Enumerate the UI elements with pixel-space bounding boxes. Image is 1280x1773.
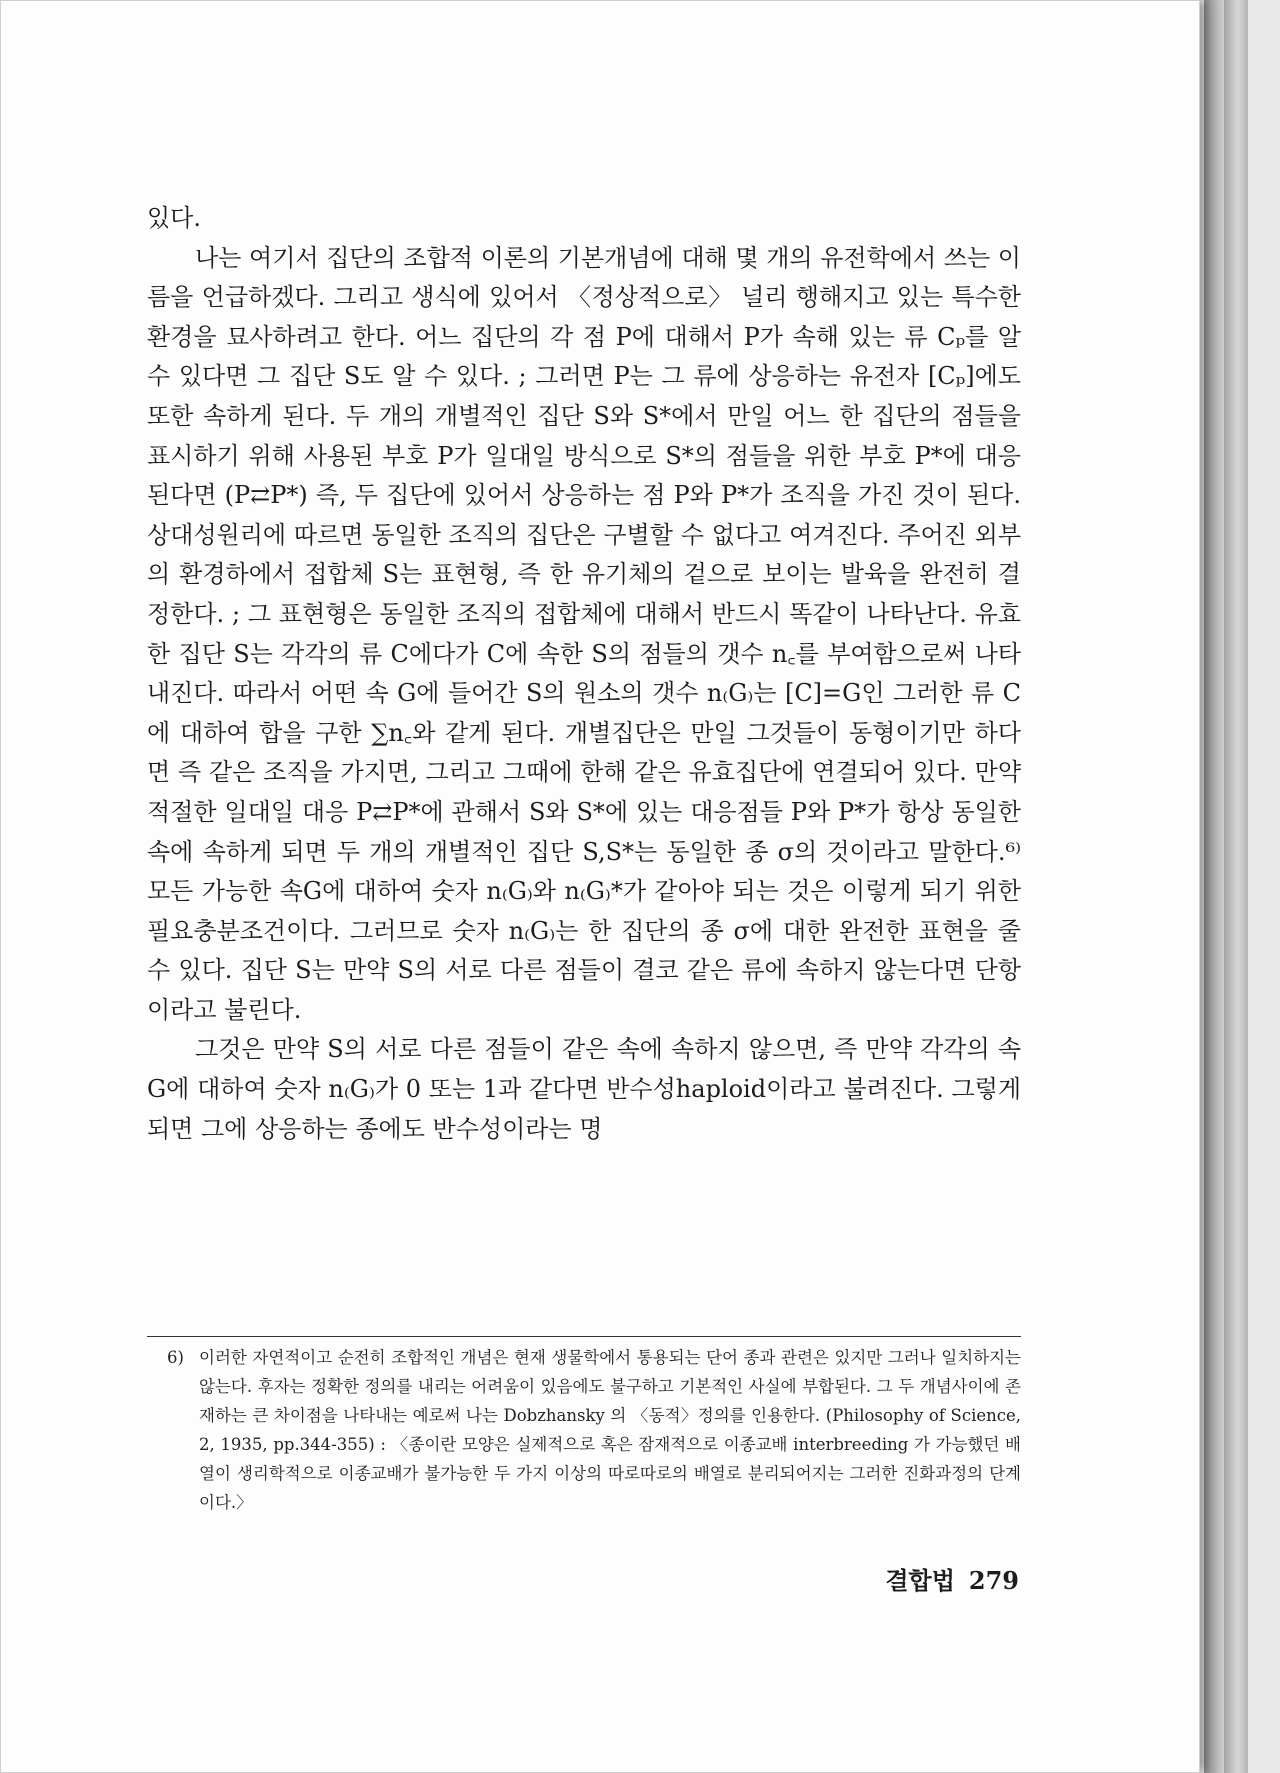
footer-title: 결합법 — [885, 1566, 955, 1595]
page-stack-edge-inner — [1204, 0, 1224, 1773]
footnote-number: 6) — [167, 1348, 184, 1367]
page-stack-edge — [1222, 0, 1248, 1773]
body-text — [147, 199, 1021, 1149]
page-number: 279 — [968, 1566, 1019, 1595]
paragraph-haploid: 그것은 만약 S의 서로 다른 점들이 같은 속에 속하지 않으면, 즉 만약 각각의 속 G에 대하여 숫자 n₍G₎가 0 또는 1과 같다면 반수성haploid이라고 불려진다. 그렇게 되면 그에 상응하는 종에도 반수성이라는 명 — [147, 1035, 1021, 1143]
footnote-text: 이러한 자연적이고 순전히 조합적인 개념은 현재 생물학에서 통용되는 단어 종과 관련은 있지만 그러나 일치하지는 않는다. 후자는 정확한 정의를 내리는 어려움이 있음에도 불구하고 기본적인 사실에 부합된다. 그 두 개념사이에 존재하는 큰 차이점을 나타내는 예로써 나는 Dobzhansky 의 〈동적〉정의를 인용한다. (Philosophy of Science, 2, 1935, pp.344-355) : 〈종이란 모양은 실제적으로 혹은 잠재적으로 이종교배 interbreeding 가 가능했던 배열이 생리학적으로 이종교배가 불가능한 두 가지 이상의 따로따로의 배열로 분리되어지는 그러한 진화과정의 단계이다.〉 — [199, 1348, 1021, 1512]
paragraph-main: 나는 여기서 집단의 조합적 이론의 기본개념에 대해 몇 개의 유전학에서 쓰는 이름을 언급하겠다. 그리고 생식에 있어서 〈정상적으로〉 널리 행해지고 있는 특수한 환경을 묘사하려고 한다. 어느 집단의 각 점 P에 대해서 P가 속해 있는 류 Cₚ를 알 수 있다면 그 집단 S도 알 수 있다. ; 그러면 P는 그 류에 상응하는 유전자 [Cₚ]에도 또한 속하게 된다. 두 개의 개별적인 집단 S와 S*에서 만일 어느 한 집단의 점들을 표시하기 위해 사용된 부호 P가 일대일 방식으로 S*의 점들을 위한 부호 P*에 대응된다면 (P⇄P*) 즉, 두 집단에 있어서 상응하는 점 P와 P*가 조직을 가진 것이 된다. 상대성원리에 따르면 동일한 조직의 집단은 구별할 수 없다고 여겨진다. 주어진 외부의 환경하에서 접합체 S는 표현형, 즉 한 유기체의 겉으로 보이는 발육을 완전히 결정한다. ; 그 표현형은 동일한 조직의 접합체에 대해서 반드시 똑같이 나타난다. 유효한 집단 S는 각각의 류 C에다가 C에 속한 S의 점들의 갯수 n꜀를 부여함으로써 나타내진다. 따라서 어떤 속 G에 들어간 S의 원소의 갯수 n₍G₎는 [C]=G인 그러한 류 C에 대하여 합을 구한 ∑n꜀와 같게 된다. 개별집단은 만일 그것들이 동형이기만 하다면 즉 같은 조직을 가지면, 그리고 그때에 한해 같은 유효집단에 연결되어 있다. 만약 적절한 일대일 대응 P⇄P*에 관해서 S와 S*에 있는 대응점들 P와 P*가 항상 동일한 속에 속하게 되면 두 개의 개별적인 집단 S,S*는 동일한 종 σ의 것이라고 말한다.⁶⁾ 모든 가능한 속G에 대하여 숫자 n₍G₎와 n₍G₎*가 같아야 되는 것은 이렇게 되기 위한 필요충분조건이다. 그러므로 숫자 n₍G₎는 한 집단의 종 σ에 대한 완전한 표현을 줄 수 있다. 집단 S는 만약 S의 서로 다른 점들이 결코 같은 류에 속하지 않는다면 단항이라고 불린다. — [147, 243, 1021, 1024]
footnote-divider — [147, 1336, 1021, 1337]
paragraph-continuation: 있다. — [147, 204, 201, 232]
running-footer — [871, 1561, 1019, 1596]
footnote — [167, 1343, 1021, 1517]
